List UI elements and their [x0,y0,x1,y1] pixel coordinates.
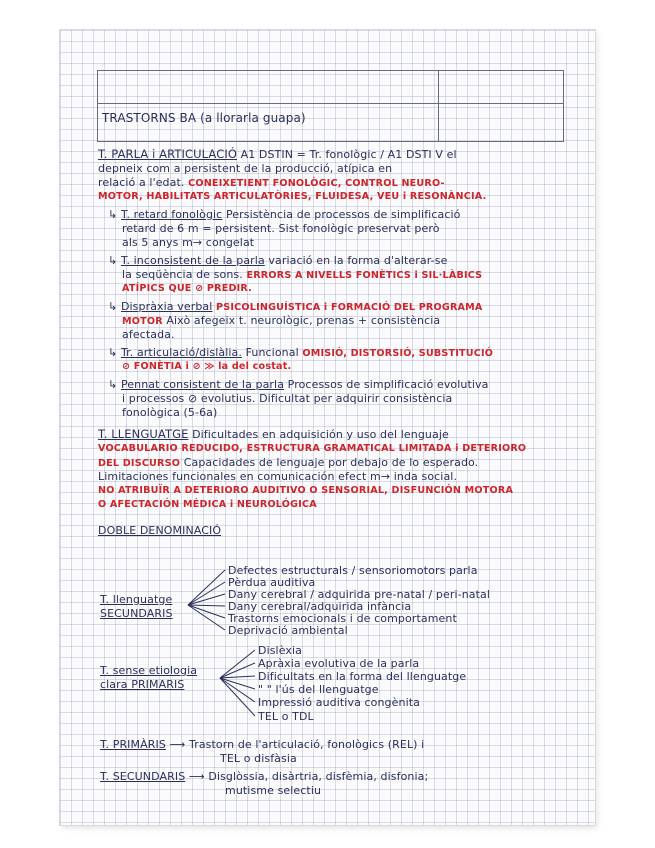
secundaris-text: mutisme selectiu [225,784,322,797]
section-llenguatge-heading: T. LLENGUATGE [98,427,189,441]
secundaris-row [100,770,428,783]
section-llenguatge-text: Capacidades de lenguaje por debajo de lo esperado. [183,456,479,469]
group-item: TEL o TDL [258,710,314,723]
arrow-right-icon: ⟶ [169,738,186,751]
item-name: Tr. articulació/dislàlia. [120,346,242,359]
arrow-icon: ↳ [108,300,118,313]
item-name: Pennat consistent de la parla [120,378,285,391]
group-item: " " l'ús del llenguatge [258,683,379,696]
secundaris-text: Disglòssia, disàrtria, disfèmia, disfonia; [208,770,429,783]
item-text: la seqüència de sons. [122,268,243,281]
section-llenguatge-red: O AFECTACIÓN MÉDICA i NEUROLÓGICA [98,499,317,510]
group-label-1: T. sense etiologia [100,664,198,677]
item-name: Dispràxia verbal [120,300,213,313]
group-item: Deprivació ambiental [228,624,348,637]
arrow-right-icon: ⟶ [188,770,205,783]
item-text: fonològica (5-6a) [122,406,218,419]
section-llenguatge-text: Limitaciones funcionales en comunicación efect m→ inda social. [98,470,458,483]
notebook-page [60,30,595,825]
item-text: Processos de simplificació evolutiva [287,378,489,391]
group-item: Dislèxia [258,644,302,657]
section-parla-heading: T. PARLA i ARTICULACIÓ [98,147,237,161]
secundaris-label: T. SECUNDARIS [100,770,186,783]
item-red-text: ATÍPICS QUE ⊘ PREDIR. [122,283,252,294]
item-text: variació en la forma d'alterar-se [268,254,448,267]
arrow-icon: ↳ [108,254,118,267]
item-text: Això afegeix t. neurològic, prenas + consistència [166,314,441,327]
item-name: T. inconsistent de la parla [120,254,265,267]
item-text: i processos ⊘ evolutius. Dificultat per adquirir consistència [122,392,453,405]
section-parla-intro-2: depneix com a persistent de la producció, atípica en [98,162,393,175]
section-parla-red-a: CONEIXETIENT FONOLÒGIC, CONTROL NEURO- [188,178,445,189]
item-text: retard de 6 m = persistent. Sist fonològic preservat però [122,222,440,235]
item-name: T. retard fonològic [120,208,223,221]
group-item: Dificultats en la forma del llenguatge [258,670,467,683]
group-item: Apràxia evolutiva de la parla [258,657,420,670]
group-item: Defectes estructurals / sensoriomotors parla [228,564,478,577]
group-item: Dany cerebral/adquirida infància [228,600,412,613]
group-item: Trastorns emocionals i de comportament [228,612,457,625]
page-title: TRASTORNS BA (a llorarla guapa) [102,111,306,125]
arrow-icon: ↳ [108,378,118,391]
arrow-icon: ↳ [108,208,118,221]
primaris-row [100,738,424,751]
section-llenguatge-red: NO ATRIBUÏR A DETERIORO AUDITIVO O SENSORIAL, DISFUNCIÓN MOTORA [98,485,514,496]
section-parla-intro-1: A1 DSTIN = Tr. fonològic / A1 DSTI V el [240,148,457,161]
item-text: Persistència de processos de simplificació [225,208,461,221]
primaris-text: TEL o disfàsia [220,752,297,765]
group-item: Pèrdua auditiva [228,576,316,589]
group-item: Impressió auditiva congènita [258,696,420,709]
primaris-label: T. PRIMÀRIS [100,738,166,751]
item-red-text: ERRORS A NIVELLS FONÈTICS i SIL·LÀBICS [246,270,483,281]
section-llenguatge-red: DEL DISCURSO [98,458,181,469]
section-parla-intro-3: relació a l'edat. [98,176,185,189]
item-text: Funcional [245,346,299,359]
section-doble-heading: DOBLE DENOMINACIÓ [98,524,222,537]
section-parla-red-b: MOTOR, HABILITATS ARTICULATÒRIES, FLUIDESA, VEU i RESONÀNCIA. [98,191,487,202]
group-label-2: clara PRIMARIS [100,678,185,691]
item-red-text: ⊘ FONÈTIA i ⊘ ≫ la del costat. [122,361,292,372]
primaris-text: Trastorn de l'articulació, fonològics (REL) i [189,738,425,751]
group-item: Dany cerebral / adquirida pre-natal / peri-natal [228,588,491,601]
item-red-text: OMISIÓ, DISTORSIÓ, SUBSTITUCIÓ [302,348,494,359]
arrow-icon: ↳ [108,346,118,359]
group-label-1: T. llenguatge [100,593,173,606]
item-red-text: MOTOR [122,316,163,327]
group-label-2: SECUNDARIS [100,607,173,620]
item-text: als 5 anys m→ congelat [122,236,255,249]
item-red-text: PSICOLINGUÍSTICA i FORMACIÓ DEL PROGRAMA [216,302,483,313]
section-llenguatge-text: Dificultades en adquisición y uso del lenguaje [192,428,449,441]
section-llenguatge-red: VOCABULARIO REDUCIDO, ESTRUCTURA GRAMATICAL LIMITADA i DETERIORO [98,443,527,454]
item-text: afectada. [122,328,175,341]
